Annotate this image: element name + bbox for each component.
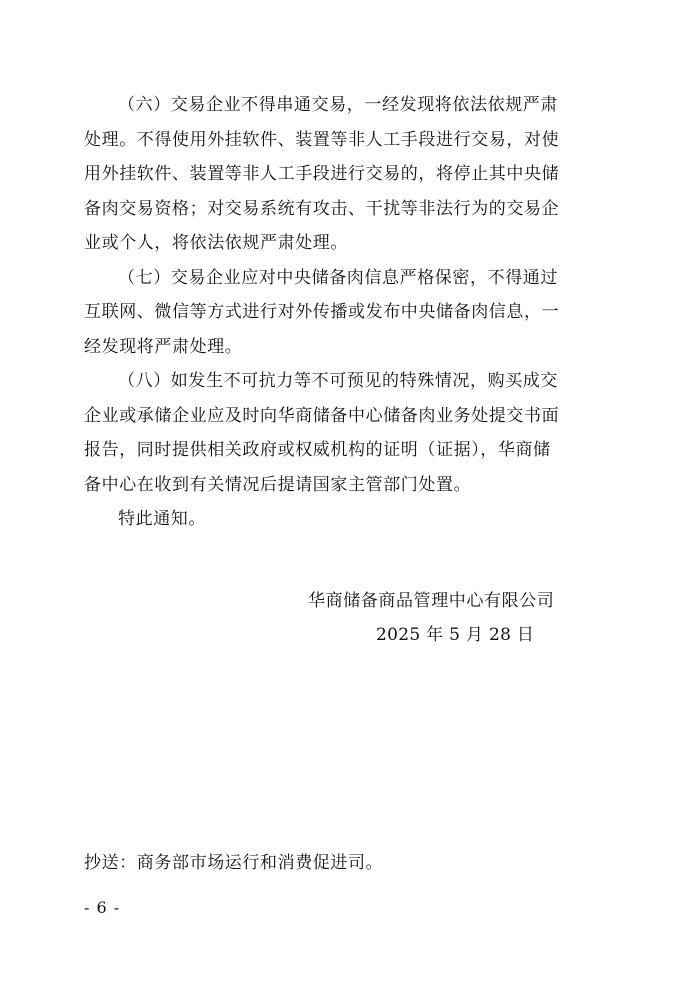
paragraph-line: 处理。不得使用外挂软件、装置等非人工手段进行交易，对使 [84, 129, 560, 150]
paragraph-line: 用外挂软件、装置等非人工手段进行交易的，将停止其中央储 [84, 164, 560, 184]
paragraph-line: 企业或承储企业应及时向华商储备中心储备肉业务处提交书面 [84, 405, 560, 426]
paragraph-clause-6 [84, 88, 609, 261]
paragraph-line: 备中心在收到有关情况后提请国家主管部门处置。 [84, 474, 472, 495]
paragraph-line: 报告，同时提供相关政府或权威机构的证明（证据），华商储 [84, 440, 551, 460]
paragraph-clause-8 [84, 364, 609, 502]
closing-remark: 特此通知。 [118, 509, 206, 529]
signature-date: 2025 年 5 月 28 日 [376, 625, 535, 645]
paragraph-line: 业或个人，将依法依规严肃处理。 [84, 233, 348, 253]
page-number: - 6 - [84, 898, 121, 917]
paragraph-line: 互联网、微信等方式进行对外传播或发布中央储备肉信息，一 [84, 302, 560, 322]
cc-recipients: 抄送：商务部市场运行和消费促进司。 [84, 853, 384, 873]
paragraph-line: 经发现将严肃处理。 [84, 336, 243, 357]
paragraph-line: （六）交易企业不得串通交易，一经发现将依法依规严肃 [118, 95, 558, 115]
paragraph-clause-7 [84, 261, 609, 365]
document-body [84, 88, 609, 537]
paragraph-line: 备肉交易资格；对交易系统有攻击、干扰等非法行为的交易企 [84, 198, 560, 219]
paragraph-line: （八）如发生不可抗力等不可预见的特殊情况，购买成交 [118, 371, 558, 391]
paragraph-line: （七）交易企业应对中央储备肉信息严格保密，不得通过 [118, 267, 558, 288]
signature-organization: 华商储备商品管理中心有限公司 [308, 591, 555, 611]
